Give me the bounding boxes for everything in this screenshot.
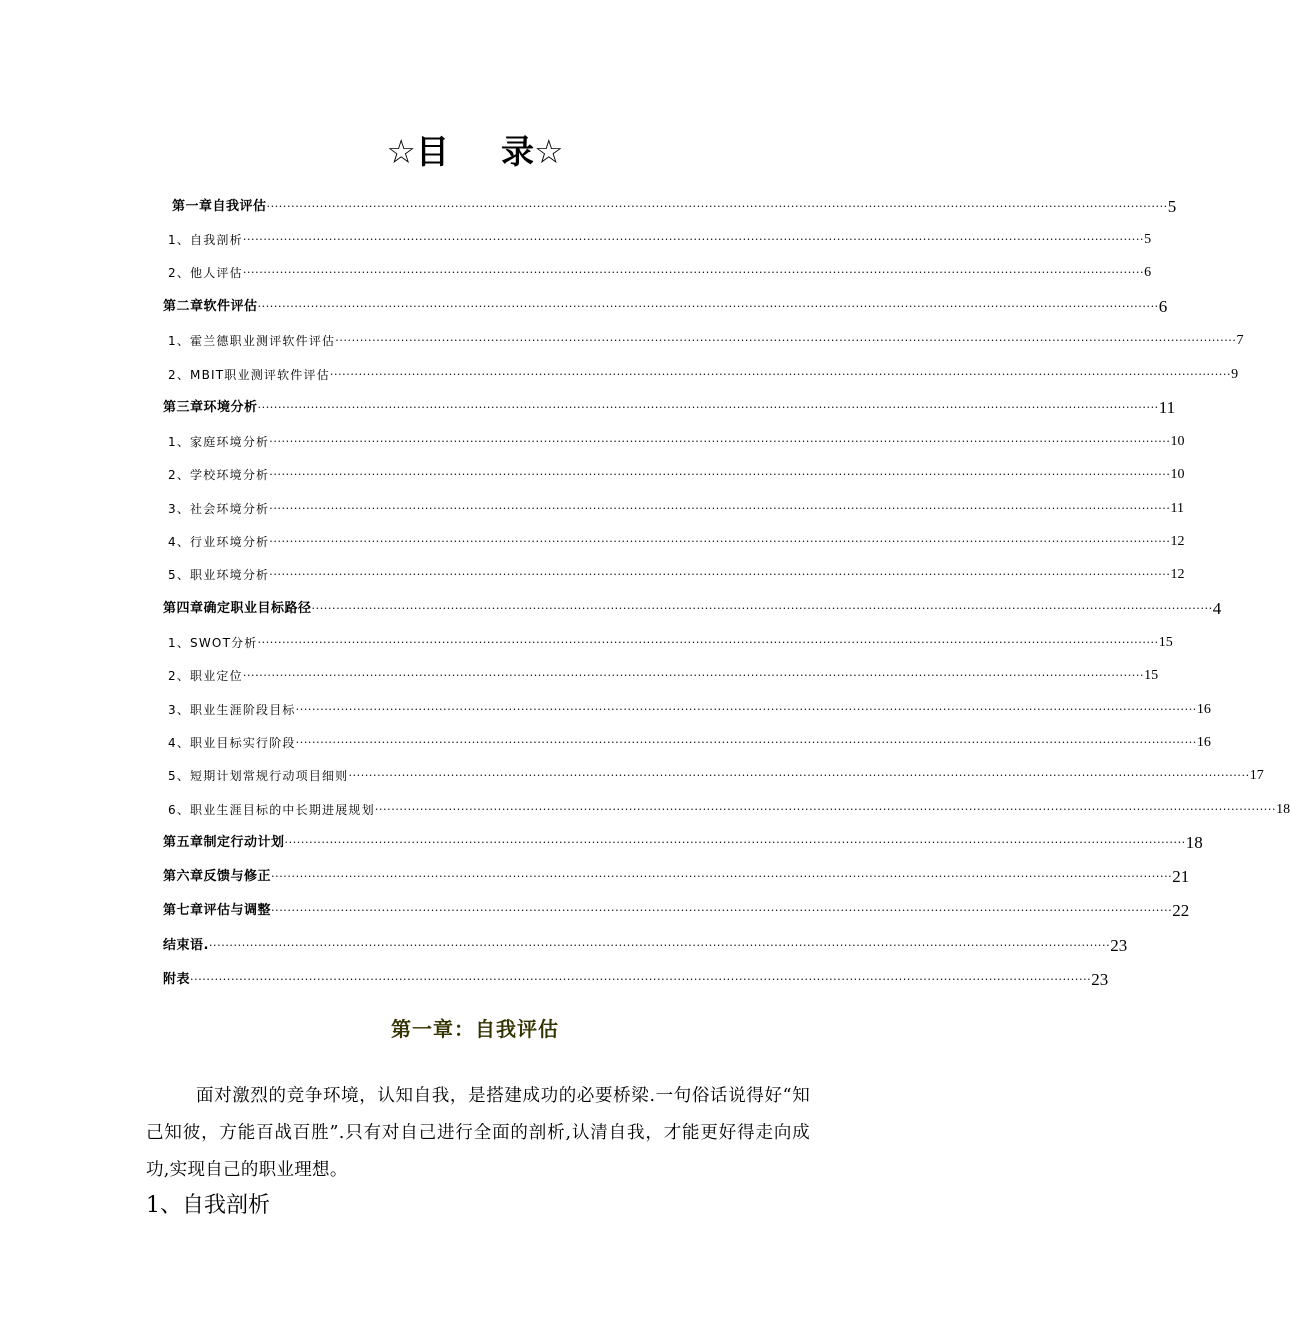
toc-leader-dots: ···························································································································································································································· <box>269 502 1171 515</box>
toc-entry-page: 6 <box>1144 265 1152 280</box>
toc-entry-page: 21 <box>1172 867 1190 886</box>
toc-entry-page: 5 <box>1144 232 1152 247</box>
toc-entry-page: 9 <box>1231 367 1239 382</box>
toc-entry[interactable] <box>163 598 1222 620</box>
toc-entry[interactable] <box>168 765 1264 787</box>
toc-entry-page: 10 <box>1170 467 1185 482</box>
toc-entry-page: 6 <box>1158 297 1168 316</box>
toc-entry-page: 23 <box>1091 970 1109 989</box>
toc-entry-label: 1、霍兰德职业测评软件评估 <box>168 334 336 348</box>
toc-entry[interactable] <box>168 498 1184 520</box>
toc-leader-dots: ···························································································································································································································· <box>329 368 1232 381</box>
toc-entry-page: 11 <box>1170 501 1184 516</box>
toc-entry-label: 2、职业定位 <box>168 669 243 683</box>
toc-entry[interactable] <box>168 262 1152 284</box>
toc-entry[interactable] <box>163 866 1190 888</box>
toc-leader-dots: ···························································································································································································································· <box>242 669 1145 682</box>
toc-entry-label: 第五章制定行动计划 <box>163 835 285 850</box>
toc-entry-page: 23 <box>1110 936 1128 955</box>
toc-entry-page: 18 <box>1185 833 1203 852</box>
toc-entry-page: 17 <box>1249 768 1264 783</box>
toc-entry-page: 11 <box>1158 398 1176 417</box>
toc-leader-dots: ···························································································································································································································· <box>271 904 1173 917</box>
toc-leader-dots: ···························································································································································································································· <box>295 736 1197 749</box>
toc-entry[interactable] <box>168 464 1185 486</box>
toc-leader-dots: ···························································································································································································································· <box>190 973 1092 986</box>
toc-entry[interactable] <box>168 632 1173 654</box>
toc-entry-page: 16 <box>1196 735 1211 750</box>
toc-entry[interactable] <box>168 699 1211 721</box>
toc-leader-dots: ···························································································································································································································· <box>335 334 1237 347</box>
toc-entry-page: 5 <box>1167 197 1177 216</box>
toc-entry-label: 附表 <box>163 972 191 987</box>
toc-entry-label: 第二章软件评估 <box>163 299 258 314</box>
toc-leader-dots: ···························································································································································································································· <box>311 602 1213 615</box>
section-heading: 1、自我剖析 <box>146 1193 270 1218</box>
toc-entry-label: 3、职业生涯阶段目标 <box>168 703 296 717</box>
toc-entry[interactable] <box>168 564 1185 586</box>
toc-entry-page: 4 <box>1212 599 1222 618</box>
toc-leader-dots: ···························································································································································································································· <box>295 703 1197 716</box>
toc-entry-label: 4、行业环境分析 <box>168 535 270 549</box>
toc-entry-label: 第一章自我评估 <box>172 199 267 214</box>
toc-entry[interactable] <box>168 732 1211 754</box>
toc-entry-page: 10 <box>1170 434 1185 449</box>
toc-entry[interactable] <box>172 196 1177 218</box>
toc-leader-dots: ···························································································································································································································· <box>269 568 1171 581</box>
toc-entry-label: 第七章评估与调整 <box>163 903 272 918</box>
intro-paragraph: 面对激烈的竞争环境，认知自我，是搭建成功的必要桥梁.一句俗话说得好“知己知彼，方能百战百胜”.只有对自己进行全面的剖析,认清自我，才能更好得走向成功,实现自己的职业理想。 <box>146 1086 810 1180</box>
toc-entry-label: 第三章环境分析 <box>163 400 258 415</box>
toc-entry[interactable] <box>163 969 1109 991</box>
toc-entry-label: 1、家庭环境分析 <box>168 435 270 449</box>
toc-leader-dots: ···························································································································································································································· <box>348 769 1250 782</box>
toc-entry-page: 15 <box>1158 635 1173 650</box>
toc-leader-dots: ···························································································································································································································· <box>284 836 1186 849</box>
toc-entry[interactable] <box>163 397 1176 419</box>
toc-entry-label: 2、MBIT职业测评软件评估 <box>168 368 330 382</box>
toc-entry[interactable] <box>168 330 1244 352</box>
toc-leader-dots: ···························································································································································································································· <box>271 870 1173 883</box>
toc-entry[interactable] <box>163 900 1190 922</box>
toc-entry-label: 第四章确定职业目标路径 <box>163 601 312 616</box>
toc-entry-label: 结束语. <box>163 938 209 953</box>
toc-entry[interactable] <box>168 431 1185 453</box>
toc-entry-label: 第六章反馈与修正 <box>163 869 272 884</box>
toc-entry-label: 5、职业环境分析 <box>168 568 270 582</box>
toc-entry-label: 1、SWOT分析 <box>168 636 258 650</box>
toc-leader-dots: ···························································································································································································································· <box>257 401 1159 414</box>
toc-entry[interactable] <box>168 364 1239 386</box>
toc-entry-page: 22 <box>1172 901 1190 920</box>
toc-entry-label: 2、他人评估 <box>168 266 243 280</box>
toc-leader-dots: ···························································································································································································································· <box>269 435 1171 448</box>
toc-title-right: 录☆ <box>501 132 564 171</box>
toc-entry-page: 18 <box>1276 802 1290 817</box>
toc-entry[interactable] <box>168 229 1152 251</box>
toc-entry-page: 16 <box>1196 702 1211 717</box>
toc-leader-dots: ···························································································································································································································· <box>269 535 1171 548</box>
chapter-heading: 第一章：自我评估 <box>391 1017 559 1041</box>
toc-entry-label: 3、社会环境分析 <box>168 502 270 516</box>
toc-entry-page: 15 <box>1144 668 1159 683</box>
toc-entry-label: 6、职业生涯目标的中长期进展规划 <box>168 803 375 817</box>
toc-leader-dots: ···························································································································································································································· <box>266 200 1168 213</box>
toc-entry[interactable] <box>168 665 1159 687</box>
toc-entry[interactable] <box>163 832 1203 854</box>
toc-entry-page: 7 <box>1236 333 1244 348</box>
toc-entry-label: 1、自我剖析 <box>168 233 243 247</box>
toc-entry[interactable] <box>163 935 1128 957</box>
toc-leader-dots: ···························································································································································································································· <box>374 803 1277 816</box>
toc-entry-label: 5、短期计划常规行动项目细则 <box>168 769 349 783</box>
toc-entry-label: 4、职业目标实行阶段 <box>168 736 296 750</box>
toc-entry-page: 12 <box>1170 567 1185 582</box>
toc-leader-dots: ···························································································································································································································· <box>257 300 1159 313</box>
toc-entry-page: 12 <box>1170 534 1185 549</box>
toc-leader-dots: ···························································································································································································································· <box>242 266 1145 279</box>
toc-entry[interactable] <box>168 531 1185 553</box>
toc-entry[interactable] <box>163 296 1168 318</box>
toc-entry-label: 2、学校环境分析 <box>168 468 270 482</box>
toc-leader-dots: ···························································································································································································································· <box>257 636 1159 649</box>
toc-entry[interactable] <box>168 799 1290 821</box>
toc-leader-dots: ···························································································································································································································· <box>269 468 1171 481</box>
toc-title-left: ☆目 <box>386 132 449 171</box>
toc-leader-dots: ···························································································································································································································· <box>208 939 1111 952</box>
toc-leader-dots: ···························································································································································································································· <box>242 233 1145 246</box>
